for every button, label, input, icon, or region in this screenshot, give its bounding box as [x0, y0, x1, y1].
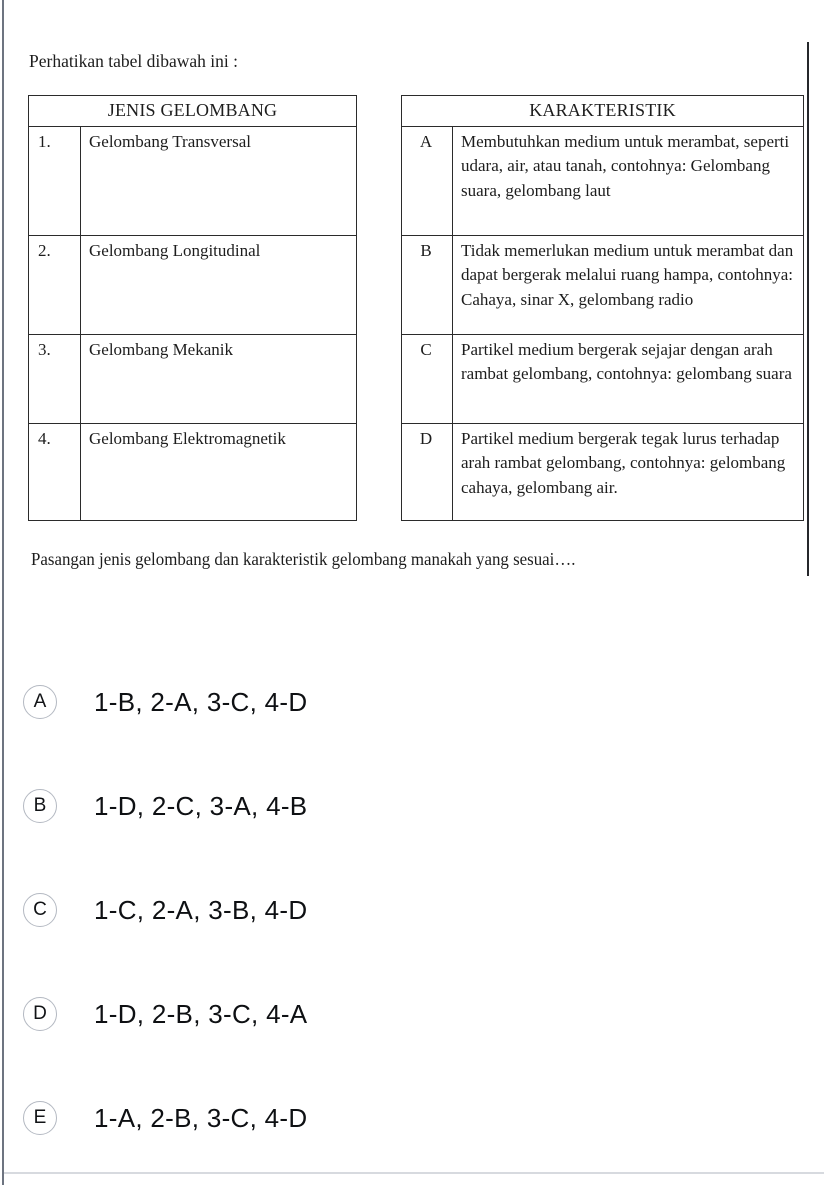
row-number: 2. — [29, 235, 81, 334]
row-key: D — [402, 423, 453, 520]
option-letter-badge[interactable]: C — [23, 893, 57, 927]
row-key: A — [402, 126, 453, 235]
answer-option-b[interactable] — [0, 754, 824, 858]
row-number: 1. — [29, 126, 81, 235]
row-label: Gelombang Transversal — [81, 126, 357, 235]
option-letter-badge[interactable]: A — [23, 685, 57, 719]
table-row — [402, 235, 804, 334]
option-text[interactable]: 1-C, 2-A, 3-B, 4-D — [94, 894, 308, 925]
table-row — [402, 126, 804, 235]
option-text[interactable]: 1-D, 2-C, 3-A, 4-B — [94, 790, 308, 821]
row-key: C — [402, 334, 453, 423]
page-bottom-rule — [4, 1172, 824, 1174]
table-row — [29, 423, 357, 520]
option-letter-badge[interactable]: E — [23, 1101, 57, 1135]
row-description: Membutuhkan medium untuk merambat, seperti udara, air, atau tanah, contohnya: Gelombang suara, gelombang laut — [453, 126, 804, 235]
row-description: Partikel medium bergerak sejajar dengan arah rambat gelombang, contohnya: gelombang suara — [453, 334, 804, 423]
row-label: Gelombang Longitudinal — [81, 235, 357, 334]
table-jenis-gelombang — [28, 95, 357, 521]
answer-option-c[interactable] — [0, 858, 824, 962]
table-row — [402, 334, 804, 423]
question-intro-text: Perhatikan tabel dibawah ini : — [29, 51, 238, 71]
option-text[interactable]: 1-D, 2-B, 3-C, 4-A — [94, 998, 308, 1029]
row-label: Gelombang Elektromagnetik — [81, 423, 357, 520]
question-prompt-text: Pasangan jenis gelombang dan karakteristik gelombang manakah yang sesuai…. — [31, 549, 576, 569]
option-letter-badge[interactable]: D — [23, 997, 57, 1031]
table-header-row — [29, 96, 357, 127]
option-letter-badge[interactable]: B — [23, 789, 57, 823]
row-label: Gelombang Mekanik — [81, 334, 357, 423]
option-text[interactable]: 1-B, 2-A, 3-C, 4-D — [94, 686, 308, 717]
table-jenis-header: JENIS GELOMBANG — [29, 96, 357, 127]
row-key: B — [402, 235, 453, 334]
answer-option-a[interactable] — [0, 650, 824, 754]
table-row — [29, 334, 357, 423]
table-karakteristik — [401, 95, 804, 521]
table-row — [402, 423, 804, 520]
row-description: Tidak memerlukan medium untuk merambat dan dapat bergerak melalui ruang hampa, contohnya: Cahaya, sinar X, gelombang radio — [453, 235, 804, 334]
row-number: 4. — [29, 423, 81, 520]
question-right-edge-rule — [807, 42, 809, 576]
row-number: 3. — [29, 334, 81, 423]
table-header-row — [402, 96, 804, 127]
option-text[interactable]: 1-A, 2-B, 3-C, 4-D — [94, 1102, 308, 1133]
row-description: Partikel medium bergerak tegak lurus terhadap arah rambat gelombang, contohnya: gelombang cahaya, gelombang air. — [453, 423, 804, 520]
table-karakteristik-header: KARAKTERISTIK — [402, 96, 804, 127]
answer-option-e[interactable] — [0, 1066, 824, 1170]
answer-options-list — [0, 650, 824, 1170]
table-row — [29, 235, 357, 334]
answer-option-d[interactable] — [0, 962, 824, 1066]
table-row — [29, 126, 357, 235]
